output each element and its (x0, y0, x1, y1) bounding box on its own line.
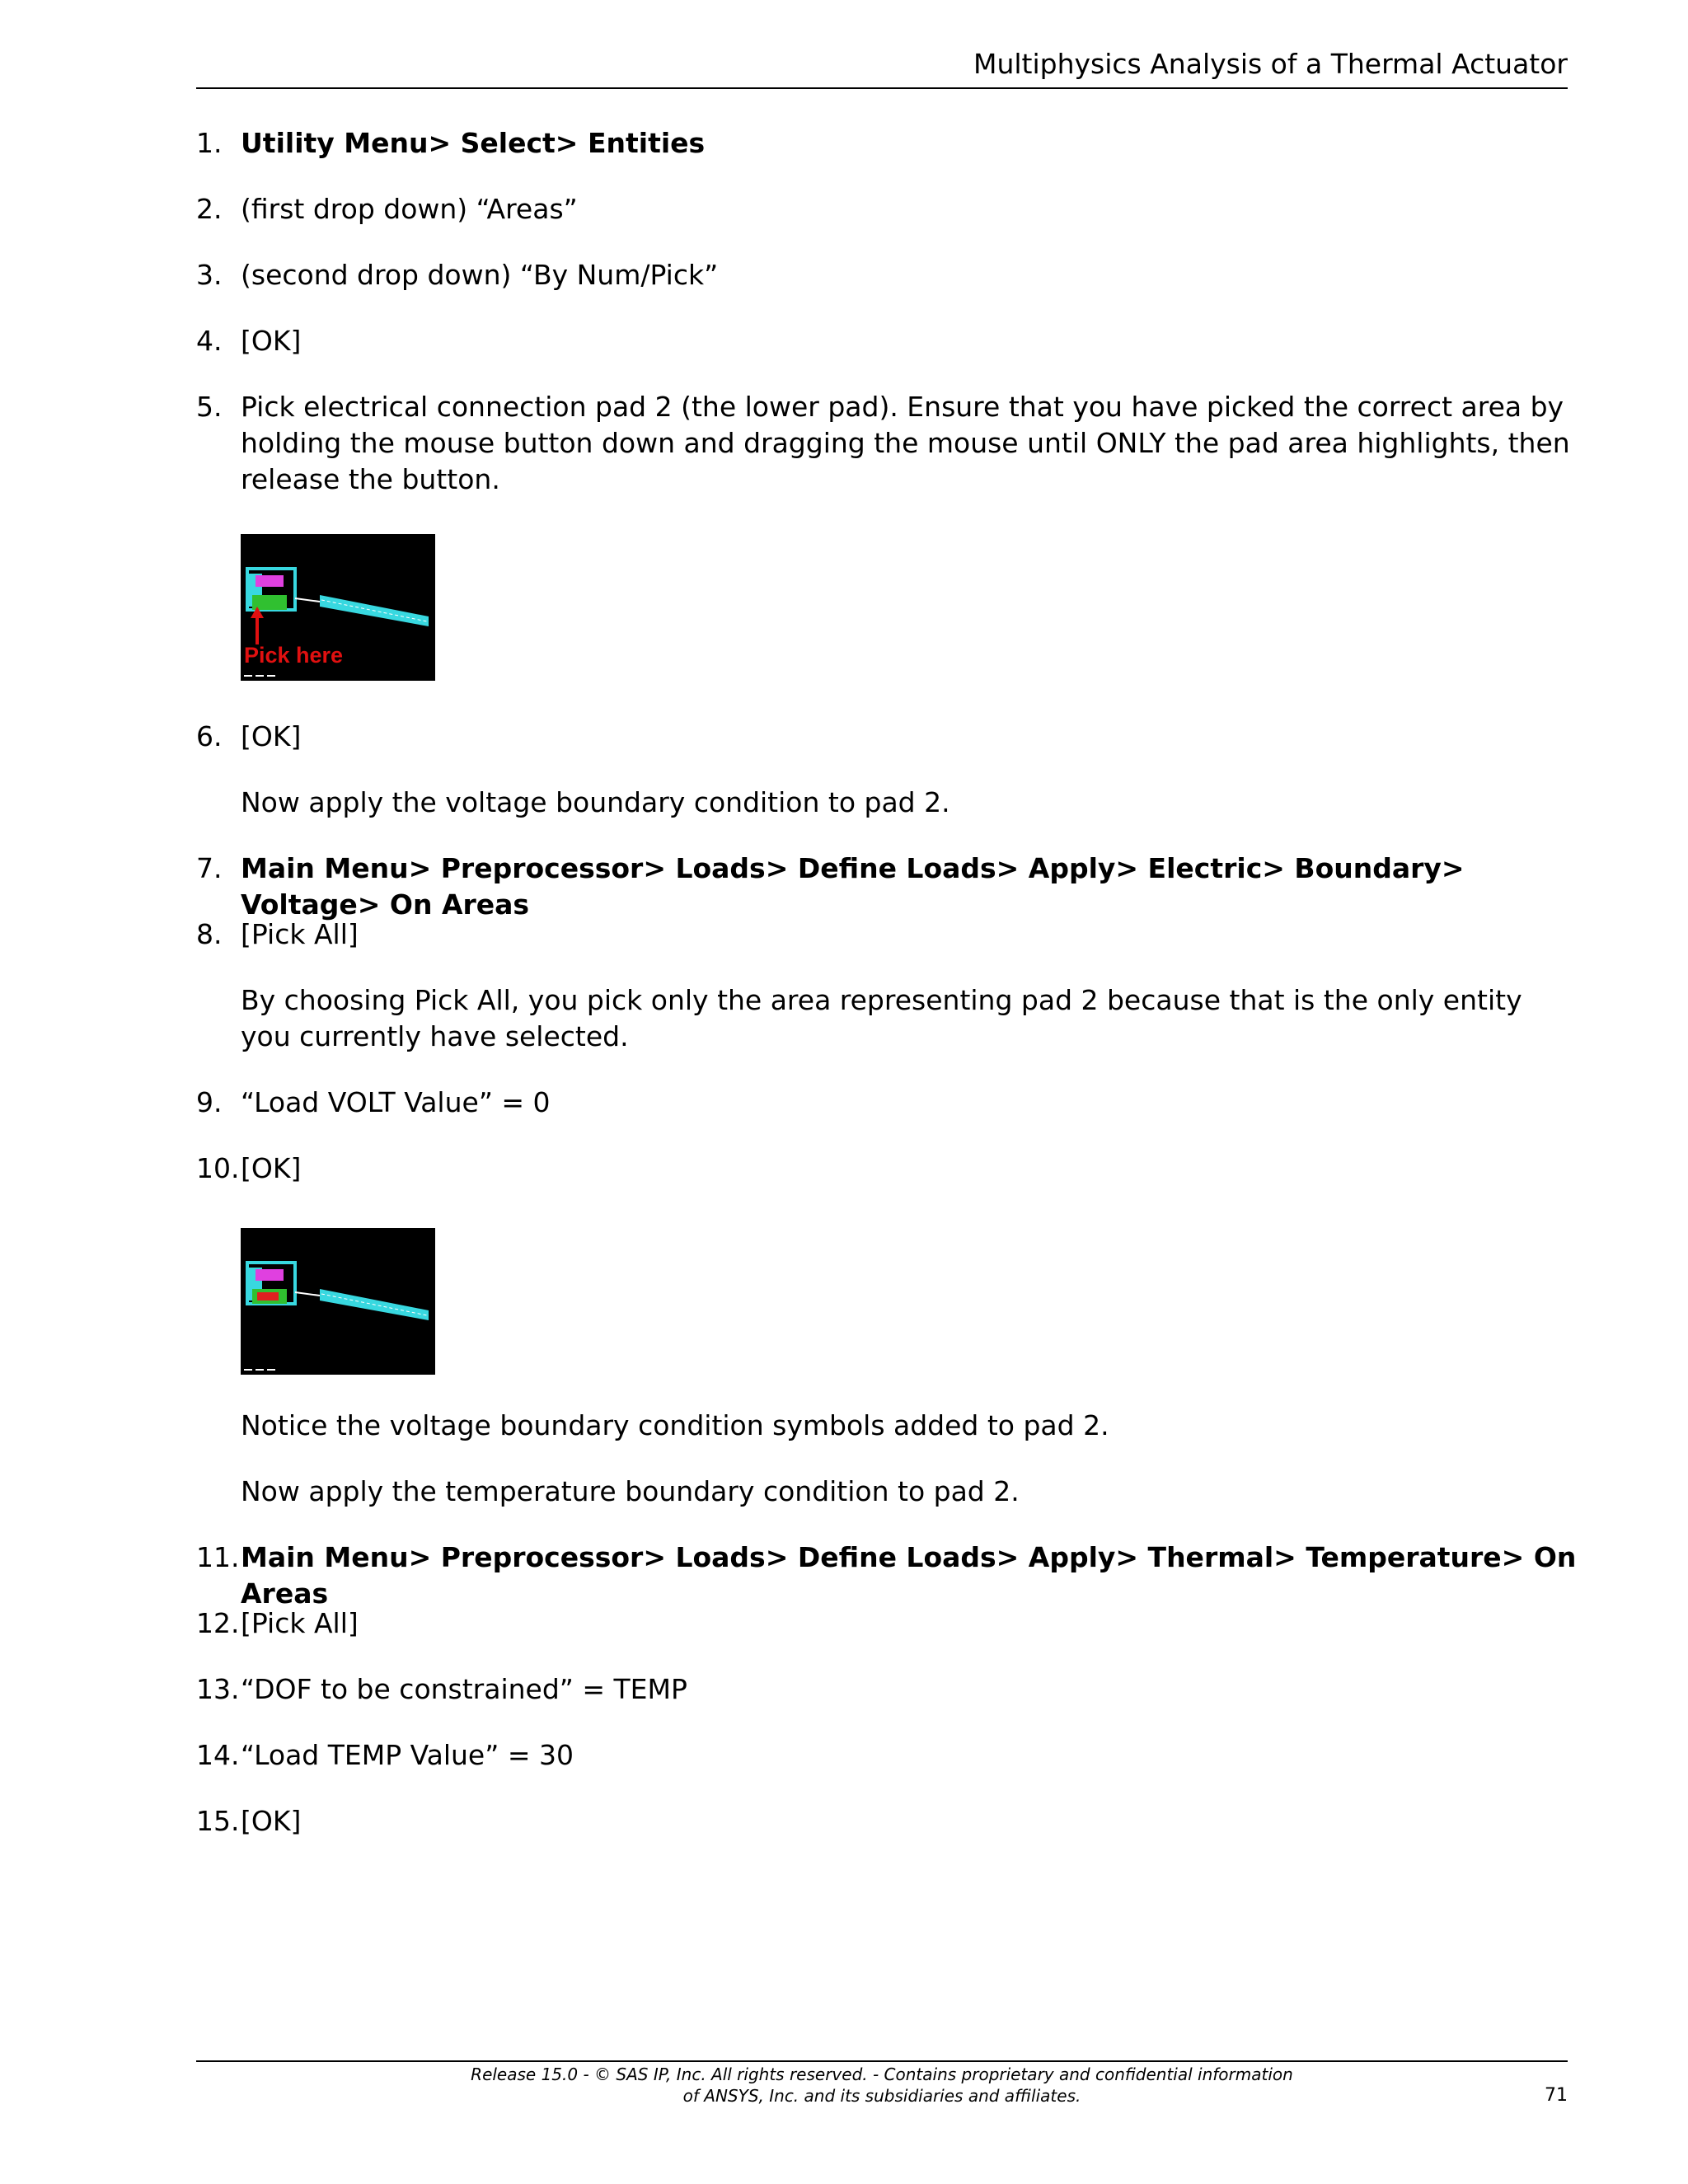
paragraph-apply-voltage: Now apply the voltage boundary condition to pad 2. (241, 786, 950, 818)
pick-here-label: Pick here (244, 643, 344, 668)
footer-copyright (196, 2064, 1568, 2107)
voltage-symbols (257, 1292, 279, 1301)
step-number: 7. (196, 852, 223, 884)
step-number: 6. (196, 720, 223, 752)
step-text: (second drop down) “By Num/Pick” (241, 259, 719, 291)
step-text: “DOF to be constrained” = TEMP (241, 1673, 687, 1705)
footer-line-2: of ANSYS, Inc. and its subsidiaries and affiliates. (682, 2086, 1081, 2106)
step-number: 10. (196, 1152, 240, 1184)
voltage-applied-figure (241, 1228, 435, 1375)
step-text: Main Menu> Preprocessor> Loads> Define Loads> Apply> Thermal> Temperature> On Areas (241, 1541, 1577, 1610)
page-number: 71 (1545, 2085, 1568, 2106)
step-text: [OK] (241, 720, 302, 752)
step-number: 12. (196, 1607, 240, 1639)
step-text: [OK] (241, 1805, 302, 1837)
footer-line-1: Release 15.0 - © SAS IP, Inc. All rights reserved. - Contains proprietary and confidential information (471, 2064, 1293, 2084)
paragraph-notice-symbols: Notice the voltage boundary condition symbols added to pad 2. (241, 1409, 1109, 1441)
step-number: 2. (196, 193, 223, 225)
step-text: “Load VOLT Value” = 0 (241, 1086, 551, 1118)
paragraph-apply-temperature: Now apply the temperature boundary condition to pad 2. (241, 1475, 1020, 1507)
page-footer (196, 2064, 1568, 2113)
step-text: Main Menu> Preprocessor> Loads> Define Loads> Apply> Electric> Boundary> Voltage> On Areas (241, 852, 1465, 921)
step-text: Pick electrical connection pad 2 (the lower pad). Ensure that you have picked the correct area by holding the mouse button down and dragging the mouse until ONLY the pad area highlights, then release the button. (241, 391, 1570, 495)
step-number: 1. (196, 127, 223, 159)
pick-pad-screenshot (241, 534, 435, 681)
step-text: [Pick All] (241, 918, 359, 950)
step-text: [OK] (241, 1152, 302, 1184)
step-number: 3. (196, 259, 223, 291)
pad-1 (256, 1269, 284, 1281)
step-number: 13. (196, 1673, 240, 1705)
pad-1 (256, 575, 284, 587)
step-number: 11. (196, 1541, 240, 1573)
pick-pad-figure (241, 534, 435, 681)
step-text: [Pick All] (241, 1607, 359, 1639)
step-number: 4. (196, 325, 223, 357)
paragraph-pick-all: By choosing Pick All, you pick only the area representing pad 2 because that is the only entity you currently have selected. (241, 984, 1522, 1052)
step-number: 8. (196, 918, 223, 950)
step-number: 9. (196, 1086, 223, 1118)
step-text: (first drop down) “Areas” (241, 193, 578, 225)
step-number: 5. (196, 391, 223, 423)
page-header (196, 46, 1568, 89)
step-text: “Load TEMP Value” = 30 (241, 1739, 574, 1771)
step-number: 15. (196, 1805, 240, 1837)
step-text: Utility Menu> Select> Entities (241, 127, 706, 159)
footer-rule (196, 2060, 1568, 2062)
step-text: [OK] (241, 325, 302, 357)
header-title: Multiphysics Analysis of a Thermal Actuator (973, 48, 1568, 80)
voltage-applied-screenshot (241, 1228, 435, 1375)
step-number: 14. (196, 1739, 240, 1771)
